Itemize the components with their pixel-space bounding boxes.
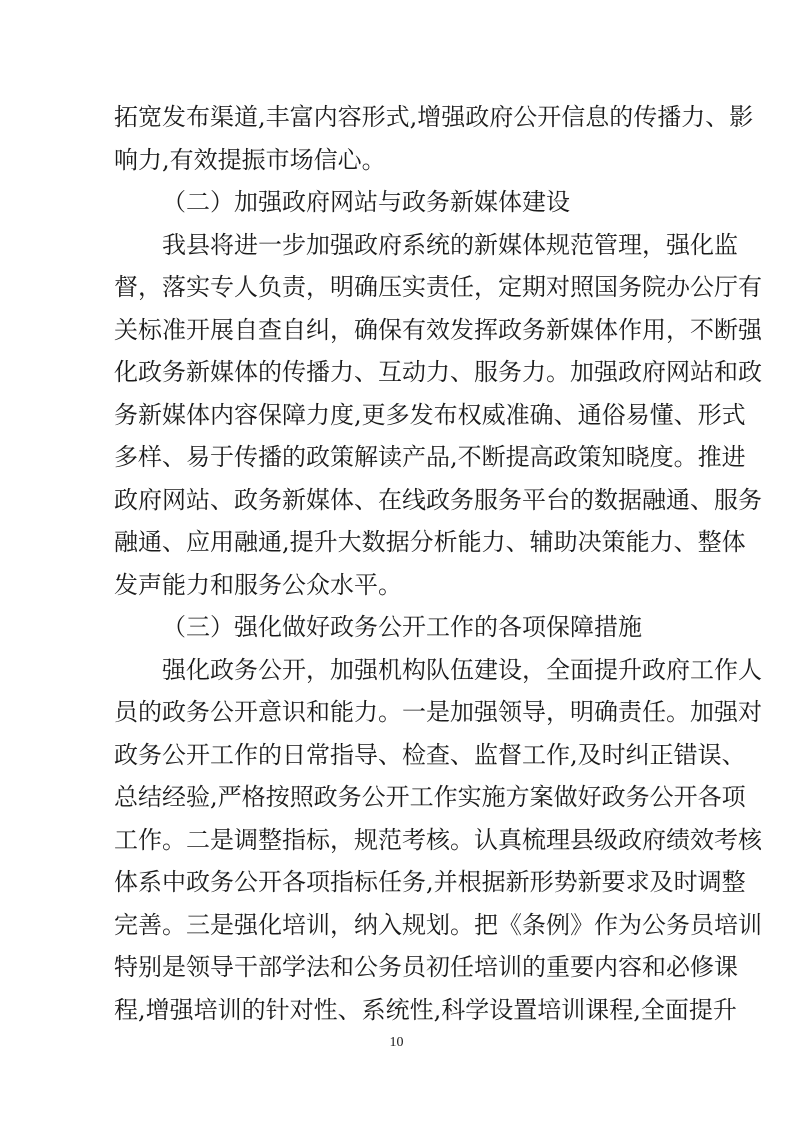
text-line: 务新媒体内容保障力度,更多发布权威准确、通俗易懂、形式 (114, 400, 746, 429)
text-line: 我县将进一步加强政府系统的新媒体规范管理，强化监 (162, 230, 738, 259)
paragraph-safeguards (114, 649, 762, 1032)
text-line: 多样、易于传播的政策解读产品,不断提高政策知晓度。推进 (114, 443, 746, 471)
text-line: 关标准开展自查自纠，确保有效发挥政务新媒体作用，不断强 (114, 315, 762, 344)
section-heading-2: （二）加强政府网站与政务新媒体建设 (162, 188, 570, 216)
section-heading-3: （三）强化做好政务公开工作的各项保障措施 (162, 613, 642, 641)
text-line: 特别是领导干部学法和公务员初任培训的重要内容和必修课 (114, 953, 738, 981)
text-line: 员的政务公开意识和能力。一是加强领导，明确责任。加强对 (114, 698, 762, 726)
text-line: 政府网站、政务新媒体、在线政务服务平台的数据融通、服务 (114, 485, 762, 514)
text-line: 体系中政务公开各项指标任务,并根据新形势新要求及时调整 (114, 868, 746, 896)
text-line: 完善。三是强化培训，纳入规划。把《条例》作为公务员培训 (114, 910, 762, 939)
document-body (114, 96, 762, 1031)
text-line: 强化政务公开，加强机构队伍建设，全面提升政府工作人 (162, 655, 762, 684)
text-line: 总结经验,严格按照政务公开工作实施方案做好政务公开各项 (114, 783, 746, 811)
text-line: 工作。二是调整指标，规范考核。认真梳理县级政府绩效考核 (114, 825, 762, 854)
text-line: 政务公开工作的日常指导、检查、监督工作,及时纠正错误、 (114, 740, 746, 769)
text-line: 拓宽发布渠道,丰富内容形式,增强政府公开信息的传播力、影 (114, 103, 754, 131)
text-line: 督，落实专人负责，明确压实责任，定期对照国务院办公厅有 (114, 273, 762, 301)
text-line: 程,增强培训的针对性、系统性,科学设置培训课程,全面提升 (114, 995, 737, 1024)
page-number: 10 (389, 1035, 404, 1050)
text-line: 融通、应用融通,提升大数据分析能力、辅助决策能力、整体 (114, 528, 746, 556)
paragraph-new-media (114, 224, 762, 607)
paragraph-continuation (114, 96, 754, 181)
text-line: 化政务新媒体的传播力、互动力、服务力。加强政府网站和政 (114, 358, 762, 386)
text-line: 响力,有效提振市场信心。 (114, 145, 386, 174)
text-line: 发声能力和服务公众水平。 (114, 570, 402, 599)
